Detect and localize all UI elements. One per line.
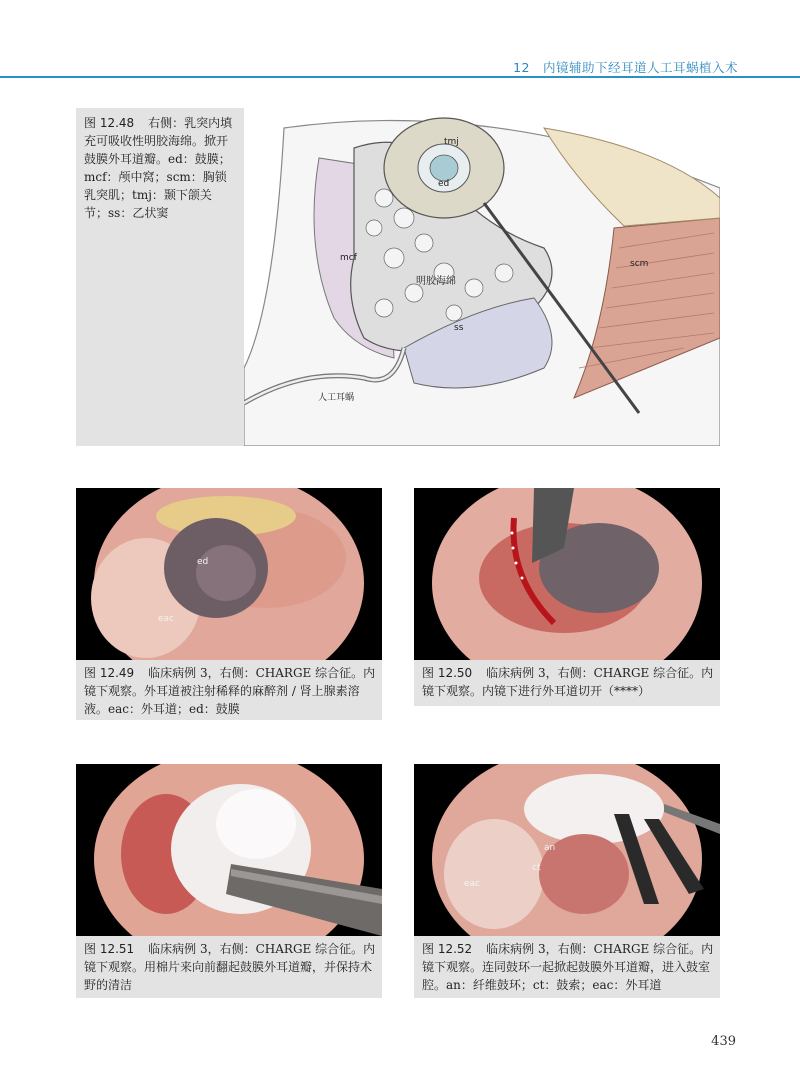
figure-12-49-caption-block [76, 660, 382, 720]
caption-text: 临床病例 3，右侧：CHARGE 综合征。内镜下观察。内镜下进行外耳道切开（****） [422, 666, 714, 698]
label-eac: eac [158, 614, 175, 624]
label-ed: ed [197, 557, 209, 567]
label-cochlear-implant: 人工耳蜗 [318, 393, 355, 403]
figure-12-52-photo [414, 764, 720, 936]
figure-number: 图 12.48 [84, 116, 135, 130]
figure-number: 图 12.49 [84, 666, 135, 680]
caption-text: 临床病例 3，右侧：CHARGE 综合征。内镜下观察。用棉片来向前翻起鼓膜外耳道瓣，并保持术野的清洁 [84, 942, 376, 992]
header-rule [0, 76, 800, 78]
label-ed: ed [438, 179, 450, 189]
figure-12-49-photo [76, 488, 382, 660]
figure-number: 图 12.50 [422, 666, 473, 680]
running-header: 12 内镜辅助下经耳道人工耳蜗植入术 [513, 60, 738, 75]
figure-12-51-photo [76, 764, 382, 936]
figure-12-52-caption [422, 940, 714, 994]
figure-12-50-caption [422, 664, 714, 700]
label-ct: ct [532, 863, 541, 873]
figure-12-51-caption [84, 940, 376, 994]
figure-12-49-caption [84, 664, 376, 718]
figure-12-50-caption-block [414, 660, 720, 706]
caption-text: 临床病例 3，右侧：CHARGE 综合征。内镜下观察。外耳道被注射稀释的麻醉剂 / 肾上腺素溶液。eac：外耳道；ed：鼓膜 [84, 666, 376, 716]
figure-number: 图 12.52 [422, 942, 473, 956]
figure-12-50-photo [414, 488, 720, 660]
caption-text: 临床病例 3，右侧：CHARGE 综合征。内镜下观察。连同鼓环一起掀起鼓膜外耳道瓣，进入鼓室腔。an：纤维鼓环；ct：鼓索；eac：外耳道 [422, 942, 714, 992]
illustration-svg [244, 108, 720, 446]
figure-12-51-caption-block [76, 936, 382, 998]
anatomical-illustration [244, 108, 720, 446]
figure-number: 图 12.51 [84, 942, 135, 956]
label-gelfoam: 明胶海绵 [416, 276, 456, 287]
page-number: 439 [711, 1034, 736, 1049]
label-ss: ss [454, 323, 464, 333]
label-tmj: tmj [444, 137, 459, 147]
figure-12-48-caption [84, 114, 234, 222]
caption-text: 右侧：乳突内填充可吸收性明胶海绵。掀开鼓膜外耳道瓣。ed：鼓膜；mcf：颅中窝；scm：胸锁乳突肌；tmj：颞下颌关节；ss：乙状窦 [84, 116, 233, 220]
label-mcf: mcf [340, 253, 357, 263]
label-scm: scm [630, 259, 649, 269]
label-eac: eac [464, 879, 481, 889]
figure-12-52-caption-block [414, 936, 720, 998]
figure-12-48 [76, 108, 720, 446]
label-an: an [544, 843, 556, 853]
